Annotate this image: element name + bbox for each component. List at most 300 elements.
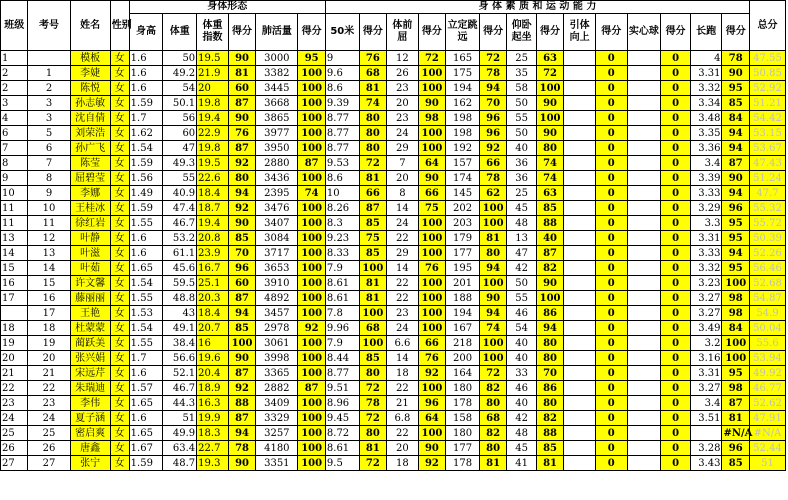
cell-r[interactable]: 3.16	[690, 351, 722, 366]
cell-j[interactable]: 162	[446, 96, 480, 111]
cell-s8[interactable]: 0	[661, 411, 691, 426]
cell-s3[interactable]: 78	[359, 396, 386, 411]
cell-t[interactable]: 52.62	[750, 396, 786, 411]
cell-h[interactable]: 1.6	[129, 246, 163, 261]
cell-v[interactable]: 3382	[256, 66, 298, 81]
cell-s8[interactable]: 0	[661, 201, 691, 216]
cell-sp[interactable]: 7.9	[325, 336, 359, 351]
cell-k[interactable]: 25	[28, 426, 70, 441]
cell-s7[interactable]: 0	[595, 306, 627, 321]
cell-r[interactable]: 3.27	[690, 291, 722, 306]
cell-s7[interactable]: 0	[595, 411, 627, 426]
cell-n[interactable]: 密启爽	[70, 426, 110, 441]
cell-sp[interactable]: 9.6	[325, 66, 359, 81]
cell-s2[interactable]: 87	[298, 156, 325, 171]
cell-h[interactable]: 1.59	[129, 456, 163, 471]
cell-f[interactable]: 29	[387, 141, 419, 156]
cell-k[interactable]: 8	[28, 171, 70, 186]
cell-s6[interactable]: 63	[536, 186, 563, 201]
cell-su[interactable]: 25	[507, 51, 537, 66]
cell-s5[interactable]: 94	[479, 261, 506, 276]
cell-s1[interactable]: 90	[228, 51, 255, 66]
cell-s5[interactable]: 100	[479, 276, 506, 291]
cell-v[interactable]: 3865	[256, 111, 298, 126]
cell-s8[interactable]: 0	[661, 171, 691, 186]
cell-f[interactable]: 23	[387, 111, 419, 126]
cell-s3[interactable]: 100	[359, 261, 386, 276]
cell-g[interactable]: 女	[110, 321, 129, 336]
cell-g[interactable]: 女	[110, 306, 129, 321]
cell-c[interactable]: 14	[1, 246, 28, 261]
cell-pu[interactable]	[564, 366, 596, 381]
cell-c[interactable]: 26	[1, 441, 28, 456]
cell-s7[interactable]: 0	[595, 111, 627, 126]
cell-v[interactable]: 3436	[256, 171, 298, 186]
cell-r[interactable]: 3.27	[690, 381, 722, 396]
cell-c[interactable]: 21	[1, 366, 28, 381]
cell-s7[interactable]: 0	[595, 231, 627, 246]
cell-sp[interactable]: 8.77	[325, 111, 359, 126]
cell-s4[interactable]: 64	[418, 156, 445, 171]
cell-t[interactable]: 51.24	[750, 171, 786, 186]
cell-su[interactable]: 42	[507, 411, 537, 426]
cell-s1[interactable]: 100	[228, 336, 255, 351]
cell-sp[interactable]: 9.45	[325, 411, 359, 426]
cell-s8[interactable]: 0	[661, 111, 691, 126]
cell-s1[interactable]: 90	[228, 351, 255, 366]
cell-r[interactable]: 3.35	[690, 126, 722, 141]
cell-s5[interactable]: 94	[479, 306, 506, 321]
cell-s3[interactable]: 72	[359, 456, 386, 471]
cell-bmi[interactable]: 19.5	[197, 156, 229, 171]
cell-s3[interactable]: 75	[359, 231, 386, 246]
cell-t[interactable]: 50.04	[750, 321, 786, 336]
cell-s7[interactable]: 0	[595, 216, 627, 231]
cell-bmi[interactable]: 18.3	[197, 426, 229, 441]
cell-w[interactable]: 54	[163, 81, 197, 96]
cell-j[interactable]: 164	[446, 366, 480, 381]
cell-s5[interactable]: 80	[479, 441, 506, 456]
cell-s1[interactable]: 76	[228, 126, 255, 141]
cell-su[interactable]: 55	[507, 111, 537, 126]
cell-s1[interactable]: 90	[228, 111, 255, 126]
cell-w[interactable]: 48.7	[163, 456, 197, 471]
cell-s5[interactable]: 80	[479, 246, 506, 261]
cell-t[interactable]: 55.72	[750, 216, 786, 231]
cell-v[interactable]: 2395	[256, 186, 298, 201]
cell-s9[interactable]: 85	[722, 456, 750, 471]
cell-w[interactable]: 51	[163, 411, 197, 426]
cell-su[interactable]: 46	[507, 381, 537, 396]
cell-s6[interactable]: 74	[536, 171, 563, 186]
cell-s4[interactable]: 92	[418, 456, 445, 471]
cell-w[interactable]: 45.6	[163, 261, 197, 276]
cell-h[interactable]: 1.6	[129, 81, 163, 96]
cell-s8[interactable]: 0	[661, 156, 691, 171]
cell-g[interactable]: 女	[110, 171, 129, 186]
cell-g[interactable]: 女	[110, 396, 129, 411]
cell-s1[interactable]: 92	[228, 156, 255, 171]
cell-s6[interactable]: 100	[536, 81, 563, 96]
cell-s3[interactable]: 80	[359, 111, 386, 126]
cell-j[interactable]: 177	[446, 246, 480, 261]
cell-r[interactable]: 3.43	[690, 456, 722, 471]
cell-s4[interactable]: 100	[418, 216, 445, 231]
cell-f[interactable]: 12	[387, 51, 419, 66]
cell-s2[interactable]: 100	[298, 396, 325, 411]
cell-n[interactable]: 沈自倩	[70, 111, 110, 126]
cell-c[interactable]: 17	[1, 291, 28, 306]
cell-k[interactable]: 21	[28, 366, 70, 381]
cell-ba[interactable]	[627, 381, 661, 396]
cell-h[interactable]: 1.54	[129, 141, 163, 156]
cell-j[interactable]: 202	[446, 201, 480, 216]
cell-s4[interactable]: 100	[418, 291, 445, 306]
cell-s3[interactable]: 87	[359, 201, 386, 216]
cell-s7[interactable]: 0	[595, 171, 627, 186]
cell-s6[interactable]: 88	[536, 426, 563, 441]
cell-bmi[interactable]: 19.3	[197, 456, 229, 471]
cell-s5[interactable]: 72	[479, 51, 506, 66]
cell-s4[interactable]: 100	[418, 81, 445, 96]
cell-s3[interactable]: 100	[359, 306, 386, 321]
cell-s3[interactable]: 80	[359, 126, 386, 141]
cell-s8[interactable]: 0	[661, 186, 691, 201]
cell-pu[interactable]	[564, 156, 596, 171]
cell-s2[interactable]: 100	[298, 456, 325, 471]
cell-v[interactable]: 3653	[256, 261, 298, 276]
cell-k[interactable]: 17	[28, 306, 70, 321]
cell-w[interactable]: 59.5	[163, 276, 197, 291]
cell-sp[interactable]: 8.3	[325, 216, 359, 231]
cell-su[interactable]: 46	[507, 306, 537, 321]
cell-s2[interactable]: 100	[298, 231, 325, 246]
cell-s2[interactable]: 100	[298, 171, 325, 186]
cell-su[interactable]: 58	[507, 81, 537, 96]
cell-n[interactable]: 陈莹	[70, 156, 110, 171]
cell-s1[interactable]: 92	[228, 381, 255, 396]
cell-t[interactable]: #N/A	[750, 426, 786, 441]
cell-bmi[interactable]: 19.4	[197, 111, 229, 126]
cell-su[interactable]: 50	[507, 96, 537, 111]
cell-s5[interactable]: 81	[479, 456, 506, 471]
cell-s5[interactable]: 72	[479, 366, 506, 381]
cell-f[interactable]: 26	[387, 66, 419, 81]
cell-s9[interactable]: 96	[722, 441, 750, 456]
cell-s4[interactable]: 92	[418, 366, 445, 381]
cell-h[interactable]: 1.67	[129, 441, 163, 456]
cell-h[interactable]: 1.65	[129, 261, 163, 276]
cell-s7[interactable]: 0	[595, 321, 627, 336]
cell-bmi[interactable]: 19.6	[197, 351, 229, 366]
cell-s1[interactable]: 90	[228, 216, 255, 231]
cell-v[interactable]: 4180	[256, 441, 298, 456]
cell-s9[interactable]: 98	[722, 306, 750, 321]
cell-s6[interactable]: 80	[536, 396, 563, 411]
cell-w[interactable]: 46.7	[163, 381, 197, 396]
cell-s6[interactable]: 86	[536, 381, 563, 396]
cell-sp[interactable]: 8.77	[325, 366, 359, 381]
cell-n[interactable]: 屈碧莹	[70, 171, 110, 186]
cell-c[interactable]: 27	[1, 456, 28, 471]
cell-ba[interactable]	[627, 186, 661, 201]
cell-g[interactable]: 女	[110, 231, 129, 246]
cell-sp[interactable]: 8.61	[325, 276, 359, 291]
cell-s9[interactable]: 95	[722, 366, 750, 381]
cell-s5[interactable]: 100	[479, 216, 506, 231]
cell-r[interactable]: 3.33	[690, 186, 722, 201]
cell-f[interactable]: 20	[387, 171, 419, 186]
cell-w[interactable]: 50.1	[163, 96, 197, 111]
cell-h[interactable]: 1.55	[129, 336, 163, 351]
cell-s9[interactable]: 96	[722, 201, 750, 216]
cell-s1[interactable]: 87	[228, 291, 255, 306]
cell-w[interactable]: 56	[163, 111, 197, 126]
cell-v[interactable]: 3365	[256, 366, 298, 381]
cell-s8[interactable]: 0	[661, 336, 691, 351]
cell-w[interactable]: 63.4	[163, 441, 197, 456]
cell-f[interactable]: 29	[387, 246, 419, 261]
cell-s2[interactable]: 100	[298, 426, 325, 441]
cell-ba[interactable]	[627, 366, 661, 381]
cell-c[interactable]: 2	[1, 66, 28, 81]
cell-k[interactable]: 6	[28, 141, 70, 156]
cell-w[interactable]: 56.6	[163, 351, 197, 366]
cell-h[interactable]: 1.55	[129, 216, 163, 231]
cell-ba[interactable]	[627, 171, 661, 186]
cell-r[interactable]: 3.31	[690, 66, 722, 81]
cell-w[interactable]: 46.7	[163, 216, 197, 231]
cell-ba[interactable]	[627, 156, 661, 171]
cell-g[interactable]: 女	[110, 291, 129, 306]
cell-n[interactable]: 模板	[70, 51, 110, 66]
cell-s1[interactable]: 81	[228, 66, 255, 81]
cell-h[interactable]: 1.6	[129, 366, 163, 381]
cell-pu[interactable]	[564, 276, 596, 291]
cell-w[interactable]: 49.1	[163, 321, 197, 336]
cell-t[interactable]: 47.7	[750, 186, 786, 201]
cell-k[interactable]: 14	[28, 261, 70, 276]
cell-t[interactable]: 47.91	[750, 411, 786, 426]
cell-s6[interactable]: 80	[536, 141, 563, 156]
cell-n[interactable]: 宋远芹	[70, 366, 110, 381]
cell-j[interactable]: 174	[446, 171, 480, 186]
cell-j[interactable]: 188	[446, 291, 480, 306]
cell-s8[interactable]: 0	[661, 81, 691, 96]
cell-c[interactable]: 10	[1, 186, 28, 201]
cell-k[interactable]: 22	[28, 381, 70, 396]
cell-pu[interactable]	[564, 171, 596, 186]
cell-j[interactable]: 200	[446, 351, 480, 366]
cell-r[interactable]: 3.34	[690, 96, 722, 111]
cell-su[interactable]: 40	[507, 396, 537, 411]
cell-bmi[interactable]: 21.9	[197, 66, 229, 81]
cell-s6[interactable]: 90	[536, 126, 563, 141]
cell-s6[interactable]: 70	[536, 366, 563, 381]
cell-s6[interactable]: 90	[536, 276, 563, 291]
cell-ba[interactable]	[627, 351, 661, 366]
cell-s4[interactable]: 75	[418, 201, 445, 216]
cell-s3[interactable]: 72	[359, 411, 386, 426]
cell-h[interactable]: 1.59	[129, 96, 163, 111]
cell-s1[interactable]: 87	[228, 411, 255, 426]
cell-f[interactable]: 21	[387, 396, 419, 411]
cell-k[interactable]: 11	[28, 216, 70, 231]
cell-h[interactable]: 1.7	[129, 111, 163, 126]
cell-f[interactable]: 24	[387, 126, 419, 141]
cell-h[interactable]: 1.6	[129, 66, 163, 81]
cell-t[interactable]: 51.21	[750, 96, 786, 111]
cell-pu[interactable]	[564, 426, 596, 441]
cell-c[interactable]: 18	[1, 321, 28, 336]
cell-s5[interactable]: 92	[479, 141, 506, 156]
cell-s9[interactable]: 94	[722, 246, 750, 261]
cell-h[interactable]: 1.6	[129, 411, 163, 426]
cell-s2[interactable]: 100	[298, 441, 325, 456]
cell-s7[interactable]: 0	[595, 456, 627, 471]
cell-s9[interactable]: 100	[722, 351, 750, 366]
cell-ba[interactable]	[627, 276, 661, 291]
cell-su[interactable]: 13	[507, 231, 537, 246]
cell-s6[interactable]: 90	[536, 96, 563, 111]
cell-t[interactable]: 51	[750, 456, 786, 471]
cell-s8[interactable]: 0	[661, 141, 691, 156]
cell-f[interactable]: 24	[387, 216, 419, 231]
cell-f[interactable]: 14	[387, 351, 419, 366]
cell-n[interactable]: 许文馨	[70, 276, 110, 291]
cell-s8[interactable]: 0	[661, 126, 691, 141]
cell-t[interactable]: 56.46	[750, 261, 786, 276]
cell-s6[interactable]: 74	[536, 156, 563, 171]
cell-s4[interactable]: 66	[418, 186, 445, 201]
cell-n[interactable]: 陈悦	[70, 81, 110, 96]
cell-g[interactable]: 女	[110, 216, 129, 231]
cell-j[interactable]: 179	[446, 231, 480, 246]
cell-s9[interactable]: 95	[722, 216, 750, 231]
cell-g[interactable]: 女	[110, 246, 129, 261]
cell-su[interactable]: 40	[507, 336, 537, 351]
cell-pu[interactable]	[564, 96, 596, 111]
cell-s5[interactable]: 96	[479, 126, 506, 141]
cell-s6[interactable]: 80	[536, 351, 563, 366]
cell-ba[interactable]	[627, 81, 661, 96]
cell-s5[interactable]: 94	[479, 81, 506, 96]
cell-h[interactable]: 1.54	[129, 321, 163, 336]
cell-k[interactable]: 5	[28, 126, 70, 141]
cell-s9[interactable]: 100	[722, 276, 750, 291]
cell-j[interactable]: 157	[446, 156, 480, 171]
cell-s9[interactable]: 81	[722, 411, 750, 426]
cell-n[interactable]: 张兴娟	[70, 351, 110, 366]
cell-s5[interactable]: 70	[479, 96, 506, 111]
cell-v[interactable]: 2978	[256, 321, 298, 336]
cell-g[interactable]: 女	[110, 426, 129, 441]
cell-c[interactable]: 11	[1, 216, 28, 231]
cell-s3[interactable]: 72	[359, 156, 386, 171]
cell-su[interactable]: 35	[507, 66, 537, 81]
cell-j[interactable]: 180	[446, 426, 480, 441]
cell-h[interactable]: 1.55	[129, 291, 163, 306]
cell-sp[interactable]: 9.53	[325, 156, 359, 171]
cell-n[interactable]: 藤丽丽	[70, 291, 110, 306]
cell-ba[interactable]	[627, 246, 661, 261]
cell-pu[interactable]	[564, 336, 596, 351]
cell-w[interactable]: 43	[163, 306, 197, 321]
cell-k[interactable]: 1	[28, 66, 70, 81]
cell-s1[interactable]: 60	[228, 276, 255, 291]
cell-k[interactable]: 13	[28, 246, 70, 261]
cell-s2[interactable]: 100	[298, 66, 325, 81]
cell-s1[interactable]: 87	[228, 366, 255, 381]
cell-ba[interactable]	[627, 336, 661, 351]
cell-j[interactable]: 218	[446, 336, 480, 351]
cell-j[interactable]: 198	[446, 111, 480, 126]
cell-s2[interactable]: 100	[298, 96, 325, 111]
cell-s8[interactable]: 0	[661, 321, 691, 336]
cell-s8[interactable]: 0	[661, 441, 691, 456]
cell-pu[interactable]	[564, 186, 596, 201]
cell-s5[interactable]: 66	[479, 156, 506, 171]
cell-s7[interactable]: 0	[595, 81, 627, 96]
cell-pu[interactable]	[564, 456, 596, 471]
cell-w[interactable]: 49.3	[163, 156, 197, 171]
cell-s2[interactable]: 100	[298, 336, 325, 351]
cell-s2[interactable]: 92	[298, 321, 325, 336]
cell-s9[interactable]: 90	[722, 171, 750, 186]
cell-r[interactable]: 3.32	[690, 261, 722, 276]
cell-n[interactable]: 叶茹	[70, 261, 110, 276]
cell-r[interactable]	[690, 426, 722, 441]
cell-su[interactable]: 50	[507, 126, 537, 141]
cell-j[interactable]: 198	[446, 126, 480, 141]
cell-n[interactable]: 李婕	[70, 66, 110, 81]
cell-c[interactable]: 7	[1, 141, 28, 156]
cell-bmi[interactable]: 22.6	[197, 171, 229, 186]
cell-s5[interactable]: 100	[479, 336, 506, 351]
cell-pu[interactable]	[564, 261, 596, 276]
cell-n[interactable]: 孙志敏	[70, 96, 110, 111]
cell-t[interactable]: 55.32	[750, 201, 786, 216]
cell-w[interactable]: 47	[163, 141, 197, 156]
cell-s2[interactable]: 100	[298, 201, 325, 216]
cell-s8[interactable]: 0	[661, 51, 691, 66]
cell-bmi[interactable]: 19.9	[197, 411, 229, 426]
cell-t[interactable]: 52.26	[750, 246, 786, 261]
cell-t[interactable]: 54.42	[750, 111, 786, 126]
cell-sp[interactable]: 9	[325, 51, 359, 66]
cell-ba[interactable]	[627, 306, 661, 321]
cell-g[interactable]: 女	[110, 141, 129, 156]
cell-s3[interactable]: 85	[359, 216, 386, 231]
cell-v[interactable]: 3457	[256, 306, 298, 321]
cell-s5[interactable]: 100	[479, 351, 506, 366]
cell-r[interactable]: 3.31	[690, 366, 722, 381]
cell-s3[interactable]: 76	[359, 51, 386, 66]
cell-s4[interactable]: 76	[418, 351, 445, 366]
cell-t[interactable]: 47.43	[750, 156, 786, 171]
cell-v[interactable]: 3084	[256, 231, 298, 246]
cell-bmi[interactable]: 19.4	[197, 216, 229, 231]
cell-pu[interactable]	[564, 381, 596, 396]
cell-bmi[interactable]: 16.3	[197, 396, 229, 411]
cell-su[interactable]: 36	[507, 156, 537, 171]
cell-s3[interactable]: 81	[359, 276, 386, 291]
cell-s6[interactable]: 82	[536, 411, 563, 426]
cell-pu[interactable]	[564, 306, 596, 321]
cell-s4[interactable]: 100	[418, 321, 445, 336]
cell-k[interactable]: 23	[28, 396, 70, 411]
cell-s1[interactable]: 96	[228, 261, 255, 276]
